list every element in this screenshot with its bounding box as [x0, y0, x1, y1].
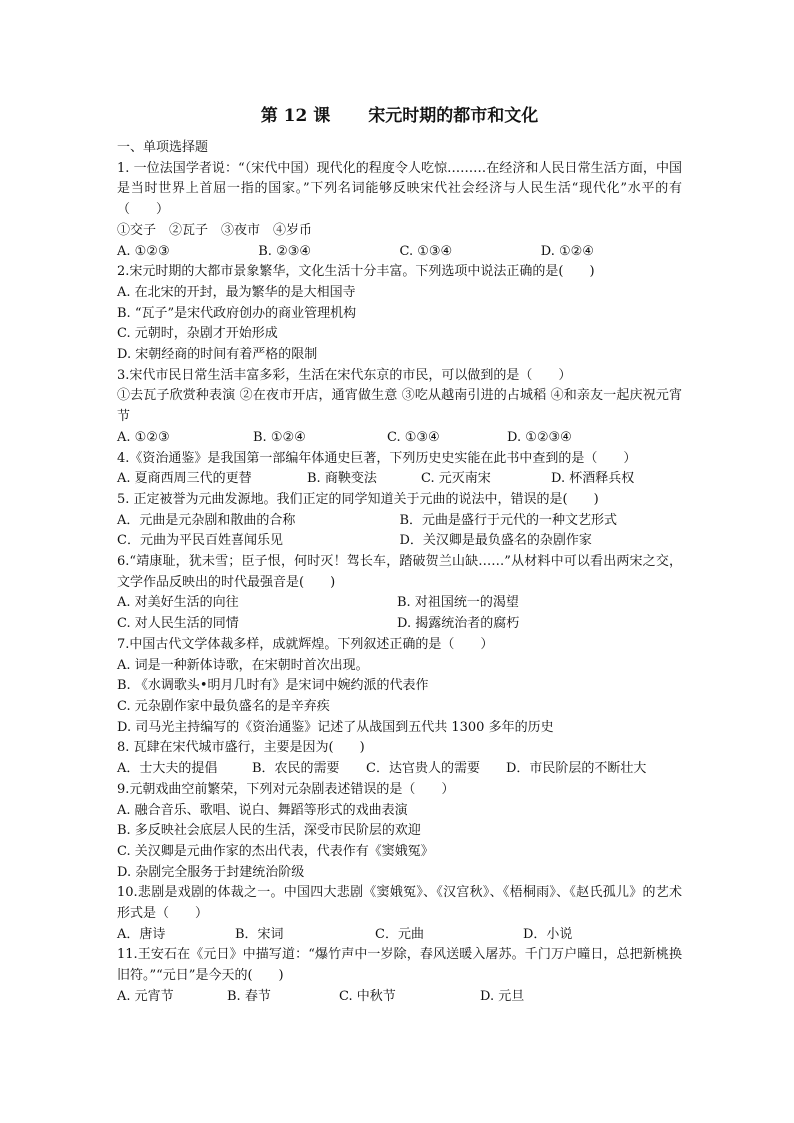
question-1-items: ①交子 ②瓦子 ③夜市 ④岁币 — [117, 222, 313, 238]
question-9-option-b: B. 多反映社会底层人民的生活，深受市民阶层的欢迎 — [117, 823, 421, 839]
question-7-option-a: A. 词是一种新体诗歌，在宋朝时首次出现。 — [117, 657, 369, 673]
question-7-option-c: C. 元杂剧作家中最负盛名的是辛弃疾 — [117, 698, 330, 714]
question-3-option-d: D. ①②③④ — [507, 429, 572, 445]
question-2-option-c: C. 元朝时，杂剧才开始形成 — [117, 326, 278, 342]
question-5-option-c: C．元曲为平民百姓喜闻乐见 — [117, 533, 283, 549]
question-11-options — [117, 987, 682, 1008]
question-11-option-d: D. 元旦 — [480, 988, 525, 1004]
question-1-option-a: A. ①②③ — [117, 243, 170, 259]
question-3-stem: 3.宋代市民日常生活丰富多彩，生活在宋代东京的市民，可以做到的是（ ） — [117, 367, 572, 383]
question-7-option-d: D. 司马光主持编写的《资治通鉴》记述了从战国到五代共 1300 多年的历史 — [117, 719, 554, 735]
question-8-option-b: B．农民的需要 — [252, 761, 340, 777]
question-10-options — [117, 925, 682, 946]
question-4-option-a: A. 夏商西周三代的更替 — [117, 471, 252, 487]
page-title — [117, 104, 682, 128]
question-6-option-a: A. 对美好生活的向往 — [117, 595, 239, 611]
question-11-option-c: C. 中秋节 — [339, 988, 396, 1004]
question-4-options — [117, 469, 682, 490]
worksheet-page — [117, 104, 682, 1008]
question-1-option-c: C. ①③④ — [399, 243, 453, 259]
question-10-option-a: A．唐诗 — [117, 926, 166, 942]
question-10-option-d: D．小说 — [523, 926, 573, 942]
question-11-option-a: A. 元宵节 — [117, 988, 174, 1004]
question-2-option-b: B. “瓦子”是宋代政府创办的商业管理机构 — [117, 305, 357, 321]
question-9-stem: 9.元朝戏曲空前繁荣，下列对元杂剧表述错误的是（ ） — [117, 781, 455, 797]
question-3-option-c: C. ①③④ — [387, 429, 440, 445]
question-8-stem: 8. 瓦肆在宋代城市盛行，主要是因为( ) — [117, 740, 365, 756]
question-5-stem: 5. 正定被誉为元曲发源地。我们正定的同学知道关于元曲的说法中，错误的是( ) — [117, 491, 599, 507]
question-3-option-b: B. ①②④ — [253, 429, 306, 445]
question-8-options — [117, 759, 682, 780]
question-10-option-b: B．宋词 — [235, 926, 284, 942]
question-6-stem: 6.“靖康耻，犹未雪；臣子恨，何时灭！驾长车，踏破贺兰山缺……”从材料中可以看出两宋之交，文学作品反映出的时代最强音是( ) — [117, 554, 682, 590]
question-6-option-b: B. 对祖国统一的渴望 — [397, 595, 519, 611]
question-8-option-c: C．达官贵人的需要 — [366, 761, 480, 777]
question-4-stem: 4.《资治通鉴》是我国第一部编年体通史巨著，下列历史史实能在此书中查到的是（ ） — [117, 450, 637, 466]
question-2-option-a: A. 在北宋的开封，最为繁华的是大相国寺 — [117, 284, 356, 300]
question-5-option-a: A．元曲是元杂剧和散曲的合称 — [117, 512, 296, 528]
question-1-stem: 1. 一位法国学者说：“（宋代中国）现代化的程度令人吃惊………在经济和人民日常生活方面，中国是当时世界上首屈一指的国家。”下列名词能够反映宋代社会经济与人民生活“现代化”水平的有（ ） — [117, 160, 682, 218]
section-heading: 一、单项选择题 — [117, 140, 209, 155]
question-4-option-c: C. 元灭南宋 — [421, 471, 491, 487]
question-8-option-d: D．市民阶层的不断壮大 — [506, 761, 647, 777]
question-1-option-b: B. ②③④ — [258, 243, 312, 259]
question-3-option-a: A. ①②③ — [117, 429, 170, 445]
question-6-option-c: C. 对人民生活的同情 — [117, 616, 239, 632]
question-6-options-row-1 — [117, 593, 682, 614]
question-1-option-d: D. ①②④ — [540, 243, 594, 259]
question-8-option-a: A．士大夫的提倡 — [117, 761, 218, 777]
question-9-option-a: A. 融合音乐、歌唱、说白、舞蹈等形式的戏曲表演 — [117, 802, 408, 818]
question-5-option-d: D．关汉卿是最负盛名的杂剧作家 — [399, 533, 592, 549]
lesson-number: 第 12 课 — [260, 106, 331, 126]
question-2-stem: 2.宋元时期的大都市景象繁华，文化生活十分丰富。下列选项中说法正确的是( ) — [117, 264, 595, 280]
question-2-option-d: D. 宋朝经商的时间有着严格的限制 — [117, 347, 318, 363]
question-7-option-b: B. 《水调歌头•明月几时有》是宋词中婉约派的代表作 — [117, 678, 429, 694]
question-6-option-d: D. 揭露统治者的腐朽 — [397, 616, 520, 632]
question-1-options — [117, 242, 682, 263]
lesson-topic: 宋元时期的都市和文化 — [368, 106, 539, 126]
question-11-option-b: B. 春节 — [227, 988, 271, 1004]
question-3-options — [117, 428, 682, 449]
question-10-stem: 10.悲剧是戏剧的体裁之一。中国四大悲剧《窦娥冤》、《汉宫秋》、《梧桐雨》、《赵氏孤儿》的艺术形式是（ ） — [117, 885, 682, 922]
question-10-option-c: C．元曲 — [375, 926, 424, 942]
question-7-stem: 7.中国古代文学体裁多样，成就辉煌。下列叙述正确的是（ ） — [117, 636, 494, 652]
question-9-option-d: D. 杂剧完全服务于封建统治阶级 — [117, 864, 305, 880]
question-5-options-row-2 — [117, 531, 682, 552]
question-3-items: ①去瓦子欣赏种表演 ②在夜市开店，通宵做生意 ③吃从越南引进的占城稻 ④和亲友一起庆祝元宵节 — [117, 388, 682, 425]
question-5-option-b: B．元曲是盛行于元代的一种文艺形式 — [399, 512, 618, 528]
question-5-options-row-1 — [117, 511, 682, 532]
question-11-stem: 11.王安石在《元日》中描写道：“爆竹声中一岁除，春风送暖入屠苏。千门万户曈日，总把新桃换旧符。”“元日”是今天的( ) — [117, 947, 682, 984]
question-9-option-c: C. 关汉卿是元曲作家的杰出代表，代表作有《窦娥冤》 — [117, 843, 434, 859]
question-4-option-b: B. 商鞅变法 — [307, 471, 377, 487]
question-6-options-row-2 — [117, 614, 682, 635]
question-4-option-d: D. 杯酒释兵权 — [551, 471, 635, 487]
